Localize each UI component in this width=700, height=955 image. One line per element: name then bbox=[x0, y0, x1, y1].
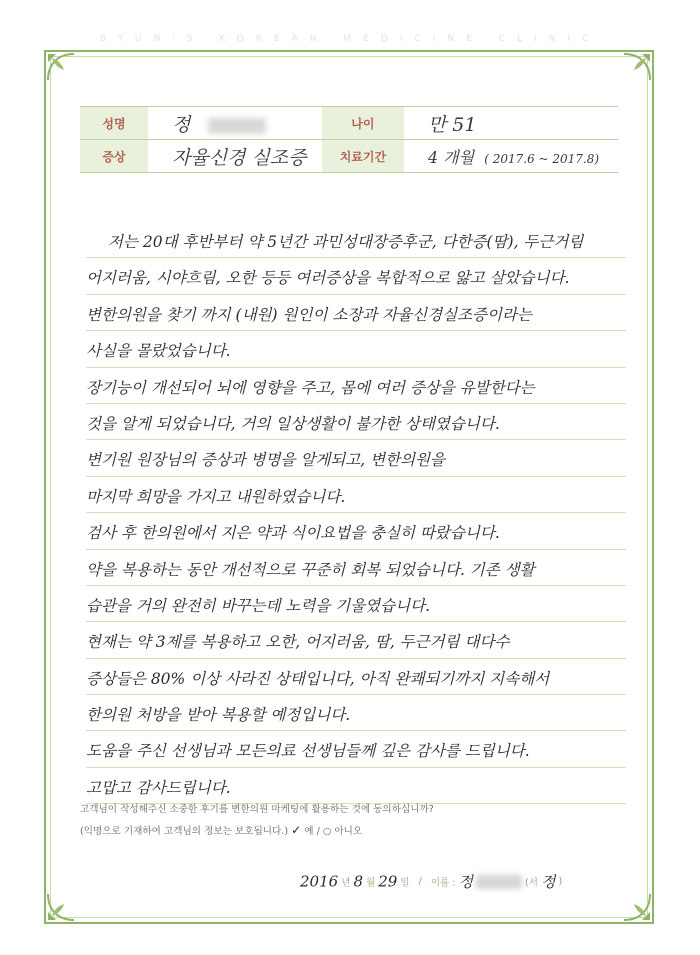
sign-year: 2016 bbox=[300, 872, 339, 891]
corner-ornament-icon bbox=[44, 890, 78, 924]
symptom-label: 증상 bbox=[80, 140, 148, 173]
sign-name-redaction bbox=[476, 875, 522, 889]
sign-slash: / bbox=[418, 876, 422, 887]
consent-no-label: 아니오 bbox=[334, 826, 363, 837]
review-line: 저는 20대 후반부터 약 5년간 과민성대장증후군, 다한증(땀), 두근거림 bbox=[86, 222, 626, 258]
review-line: 것을 알게 되었습니다, 거의 일상생활이 불가한 상태였습니다. bbox=[86, 404, 626, 440]
consent-no-radio-icon[interactable]: ○ bbox=[322, 826, 332, 837]
review-line: 증상들은 80% 이상 사라진 상태입니다, 아직 완쾌되기까지 지속해서 bbox=[86, 659, 626, 695]
corner-ornament-icon bbox=[620, 890, 654, 924]
sign-day-unit: 일 bbox=[400, 877, 410, 889]
period-label: 치료기간 bbox=[322, 140, 404, 173]
review-line: 약을 복용하는 동안 개선적으로 꾸준히 회복 되었습니다. 기존 생활 bbox=[86, 550, 626, 586]
review-line: 사실을 몰랐었습니다. bbox=[86, 331, 626, 367]
sign-year-unit: 년 bbox=[341, 877, 351, 889]
consent-separator: / bbox=[316, 826, 320, 837]
review-body bbox=[86, 222, 626, 804]
consent-yes-checkmark-icon[interactable]: ✓ bbox=[291, 823, 302, 837]
consent-section bbox=[80, 800, 620, 842]
age-label: 나이 bbox=[322, 107, 404, 140]
corner-ornament-icon bbox=[620, 50, 654, 84]
name-redaction bbox=[208, 118, 266, 134]
sign-day: 29 bbox=[378, 872, 398, 891]
clinic-banner: BYUN'S KOREAN MEDICINE CLINIC bbox=[99, 34, 601, 44]
info-row-name bbox=[80, 107, 618, 140]
review-line: 마지막 희망을 가지고 내원하였습니다. bbox=[86, 477, 626, 513]
signature-mark: 정 bbox=[540, 873, 556, 891]
review-line: 한의원 처방을 받아 복용할 예정입니다. bbox=[86, 695, 626, 731]
period-value bbox=[404, 140, 618, 173]
patient-info-table bbox=[80, 106, 618, 173]
review-line: 변기원 원장님의 증상과 병명을 알게되고, 변한의원을 bbox=[86, 440, 626, 476]
sign-month-unit: 월 bbox=[366, 877, 376, 889]
name-value bbox=[148, 107, 322, 140]
review-line: 도움을 주신 선생님과 모든의료 선생님들께 깊은 감사를 드립니다. bbox=[86, 731, 626, 767]
review-line: 장기능이 개선되어 뇌에 영향을 주고, 몸에 여러 증상을 유발한다는 bbox=[86, 368, 626, 404]
consent-note: (익명으로 기재하여 고객님의 정보는 보호됩니다.) bbox=[80, 826, 289, 837]
signature-row bbox=[300, 871, 640, 895]
consent-question: 고객님이 작성해주신 소중한 후기를 변한의원 마케팅에 활용하는 것에 동의하십니까? bbox=[80, 804, 434, 815]
consent-yes-label: 예 bbox=[304, 826, 314, 837]
info-row-symptom bbox=[80, 140, 618, 173]
sign-month: 8 bbox=[353, 872, 363, 891]
sign-name-label: 이름 : bbox=[430, 877, 456, 889]
age-value: 만 51 bbox=[404, 107, 618, 140]
review-line: 고맙고 감사드립니다. bbox=[86, 768, 626, 804]
review-line: 습관을 거의 완전히 바꾸는데 노력을 기울였습니다. bbox=[86, 586, 626, 622]
sign-name-value: 정 bbox=[458, 873, 473, 891]
period-months: 4 개월 bbox=[427, 147, 475, 167]
review-line: 변한의원을 찾기 까지 (내원) 원인이 소장과 자율신경실조증이라는 bbox=[86, 295, 626, 331]
sign-paren-close: ) bbox=[558, 876, 563, 887]
name-label: 성명 bbox=[80, 107, 148, 140]
consent-options bbox=[80, 820, 620, 842]
symptom-value: 자율신경 실조증 bbox=[148, 140, 322, 173]
period-dates: ( 2017.6 ~ 2017.8) bbox=[484, 151, 600, 166]
sign-paren-open: (서 bbox=[525, 877, 538, 889]
review-line: 어지러움, 시야흐림, 오한 등등 여러증상을 복합적으로 앓고 살았습니다. bbox=[86, 258, 626, 294]
corner-ornament-icon bbox=[44, 50, 78, 84]
review-line: 검사 후 한의원에서 지은 약과 식이요법을 충실히 따랐습니다. bbox=[86, 513, 626, 549]
name-value-text: 정 bbox=[172, 113, 191, 136]
review-line: 현재는 약 3제를 복용하고 오한, 어지러움, 땀, 두근거림 대다수 bbox=[86, 622, 626, 658]
